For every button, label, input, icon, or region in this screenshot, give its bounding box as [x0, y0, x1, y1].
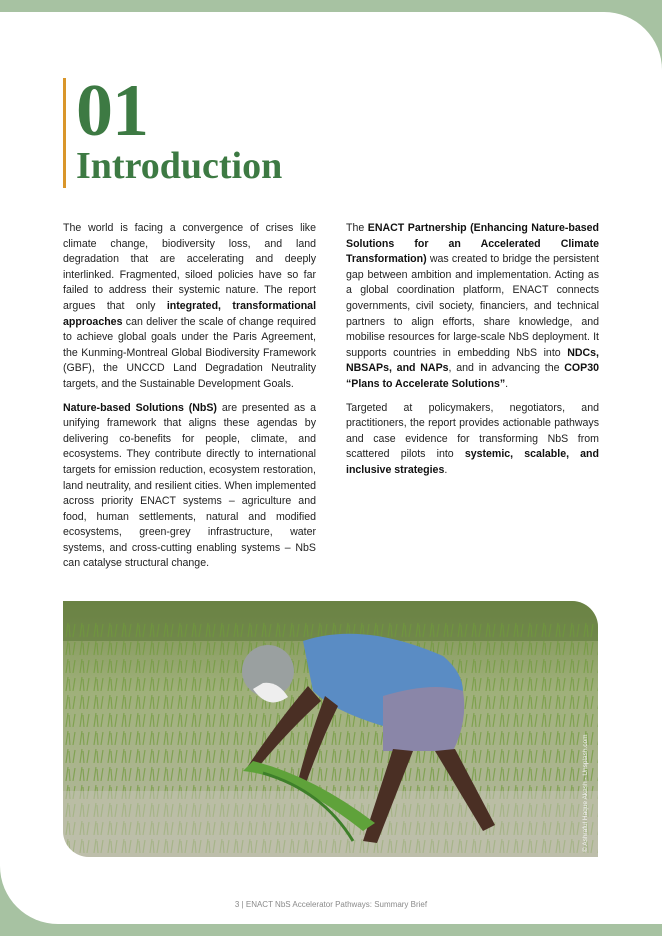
section-title: Introduction	[76, 145, 283, 187]
right-text-column	[346, 221, 599, 487]
bold-run: COP30 “Plans to Accelerate Solutions”	[346, 362, 599, 390]
page-footer	[0, 900, 662, 909]
text-run: .	[444, 463, 448, 476]
footer-separator: |	[239, 900, 246, 909]
text-run: , and in advancing the	[448, 362, 565, 375]
section-number: 01	[76, 70, 148, 152]
text-run: was created to bridge the persistent gap between ambition and implementation. Acting as a global coordination platform, ENACT connects governments, civil society, financiers, and technical partners to align efforts, share knowledge, and mobilise resources for large-scale NbS deployment. It supports countries in embedding NbS into	[346, 253, 599, 359]
bold-run: integrated, transformational approaches	[63, 299, 317, 328]
right-paragraph-1	[346, 221, 599, 393]
left-paragraph-1	[63, 221, 316, 393]
text-run: .	[505, 377, 509, 390]
section-heading	[63, 70, 283, 188]
page-number: 3	[234, 900, 240, 909]
bold-run: Nature-based Solutions (NbS)	[63, 401, 217, 414]
text-run: Targeted at policymakers, negotiators, and practitioners, the report provides actionable pathways and case evidence for transforming NbS from scattered pilots into	[346, 401, 599, 461]
text-run: can deliver the scale of change required to achieve global goals under the Paris Agreement, the Kunming-Montreal Global Biodiversity Framework (GBF), the UNCCD Land Degradation Neutrality targets, and the Sustainable Development Goals.	[63, 315, 316, 390]
left-paragraph-2	[63, 401, 316, 573]
left-text-column	[63, 221, 316, 580]
text-run: The world is facing a convergence of crises like climate change, biodiversity loss, and land degradation that are accelerating and deeply interlinked. Fragmented, siloed policies have so far failed to address their systemic nature. The report argues that only	[63, 222, 316, 312]
text-run: are presented as a unifying framework that aligns these agendas by delivering co-benefits for people, climate, and ecosystems. They contribute directly to international targets for emission reduction, ecosystem restoration, land neutrality, and resilient cities. When implemented across priority ENACT systems – agriculture and food, human settlements, natural and modified ecosystems, green-grey infrastructure, water systems, and cross-cutting enabling systems – NbS can catalyse structural change.	[63, 401, 316, 570]
bold-run: systemic, scalable, and inclusive strategies	[346, 448, 600, 476]
farmer-photo	[63, 601, 598, 857]
bold-run: ENACT Partnership (Enhancing Nature-based Solutions for an Accelerated Climate Transformation)	[346, 222, 599, 266]
bold-run: NDCs, NBSAPs, and NAPs	[346, 346, 599, 375]
text-run: The	[346, 222, 368, 234]
right-paragraph-2	[346, 401, 599, 479]
footer-text: ENACT NbS Accelerator Pathways: Summary Brief	[245, 900, 428, 909]
photo-credit: © Ashraful Haque Akash - Unsplash.com	[582, 734, 589, 852]
